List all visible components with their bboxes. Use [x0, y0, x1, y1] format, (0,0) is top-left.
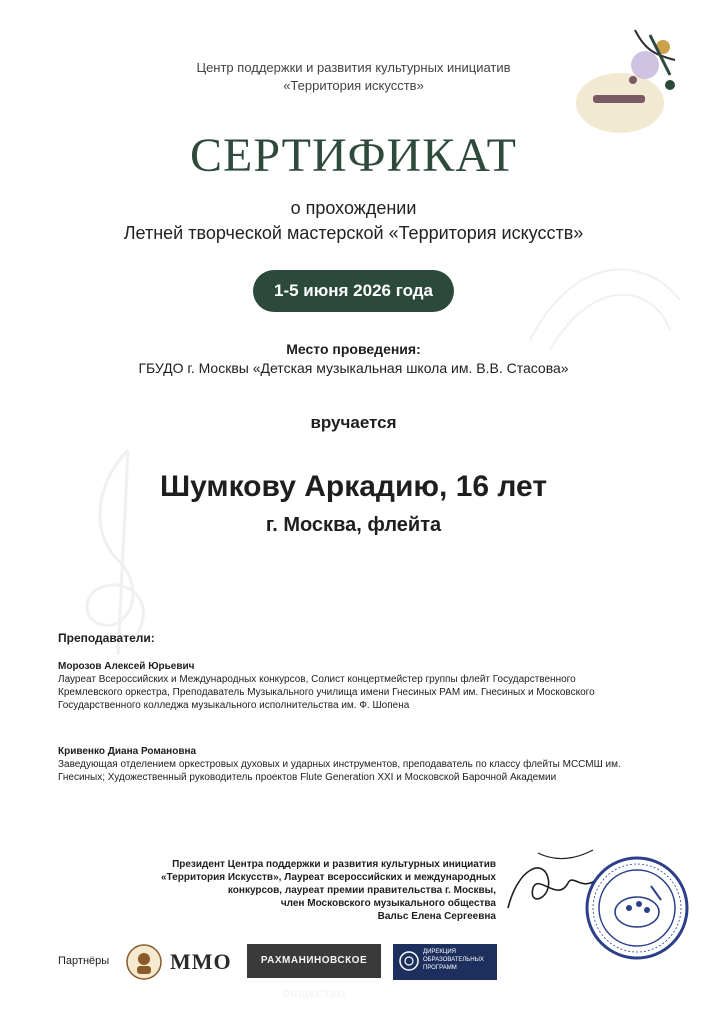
- partner-logo-dop-line: ПРОГРАММ: [423, 965, 457, 971]
- president-line: «Территория Искусств», Лауреат всероссийских и международных: [161, 872, 496, 883]
- teacher-name: Кривенко Диана Романовна: [58, 746, 197, 757]
- president-block: [120, 858, 496, 923]
- partner-logo-dop: [393, 944, 497, 980]
- venue-label: Место проведения:: [286, 341, 421, 357]
- recipient-detail: г. Москва, флейта: [265, 514, 442, 536]
- president-line: член Московского музыкального общества: [280, 898, 496, 909]
- dop-circle-icon: [398, 950, 420, 972]
- partner-logo-mmo-text: ММО: [170, 949, 232, 974]
- teacher-name: Морозов Алексей Юрьевич: [58, 661, 195, 672]
- organizer-brand: «Территория искусств»: [283, 78, 424, 93]
- venue-text: ГБУДО г. Москвы «Детская музыкальная школа им. В.В. Стасова»: [138, 360, 569, 376]
- partner-logo-dop-line: ОБРАЗОВАТЕЛЬНЫХ: [423, 957, 484, 963]
- certificate-subtitle: о прохождении: [290, 198, 417, 218]
- partner-logo-dop-line: ДИРЕКЦИЯ: [423, 949, 456, 955]
- certificate-title: СЕРТИФИКАТ: [190, 129, 517, 182]
- president-line: Президент Центра поддержки и развития культурных инициатив: [172, 859, 496, 870]
- partner-logo-mmo: [170, 944, 236, 980]
- teacher-entry: [58, 660, 628, 712]
- partner-logo-rakhmaninov-text: РАХМАНИНОВСКОЕ ОБЩЕСТВО: [260, 955, 368, 1000]
- partners-label: Партнёры: [58, 955, 110, 967]
- dates-badge: 1-5 июня 2026 года: [253, 270, 454, 312]
- organizer-name: Центр поддержки и развития культурных инициатив: [196, 60, 511, 75]
- teacher-description: Лауреат Всероссийских и Международных конкурсов, Солист концертмейстер группы флейт Государственного Кремлевского оркестра, Преподаватель Музыкального училища имени Гнесиных РАМ им. Гнесиных и Московского Государственного колледжа музыкального исполнительства им. Ф. Шопена: [58, 674, 595, 711]
- program-name: Летней творческой мастерской «Территория искусств»: [123, 223, 584, 243]
- teacher-description: Заведующая отделением оркестровых духовых и ударных инструментов, преподаватель по классу флейты МССМШ им. Гнесиных; Художественный руководитель проектов Flute Generation XXI и Московской Барочной Академии: [58, 759, 621, 783]
- teachers-heading: Преподаватели:: [58, 631, 155, 645]
- teacher-entry: [58, 745, 628, 784]
- president-name: Вальс Елена Сергеевна: [377, 911, 496, 922]
- awarded-label: вручается: [310, 413, 397, 432]
- president-line: конкурсов, лауреат премии правительства г. Москвы,: [227, 885, 496, 896]
- official-seal: [585, 856, 689, 960]
- recipient-name: Шумкову Аркадию, 16 лет: [159, 470, 548, 503]
- partner-logo-emblem: [126, 944, 162, 980]
- partner-logo-rakhmaninov: [247, 944, 381, 1000]
